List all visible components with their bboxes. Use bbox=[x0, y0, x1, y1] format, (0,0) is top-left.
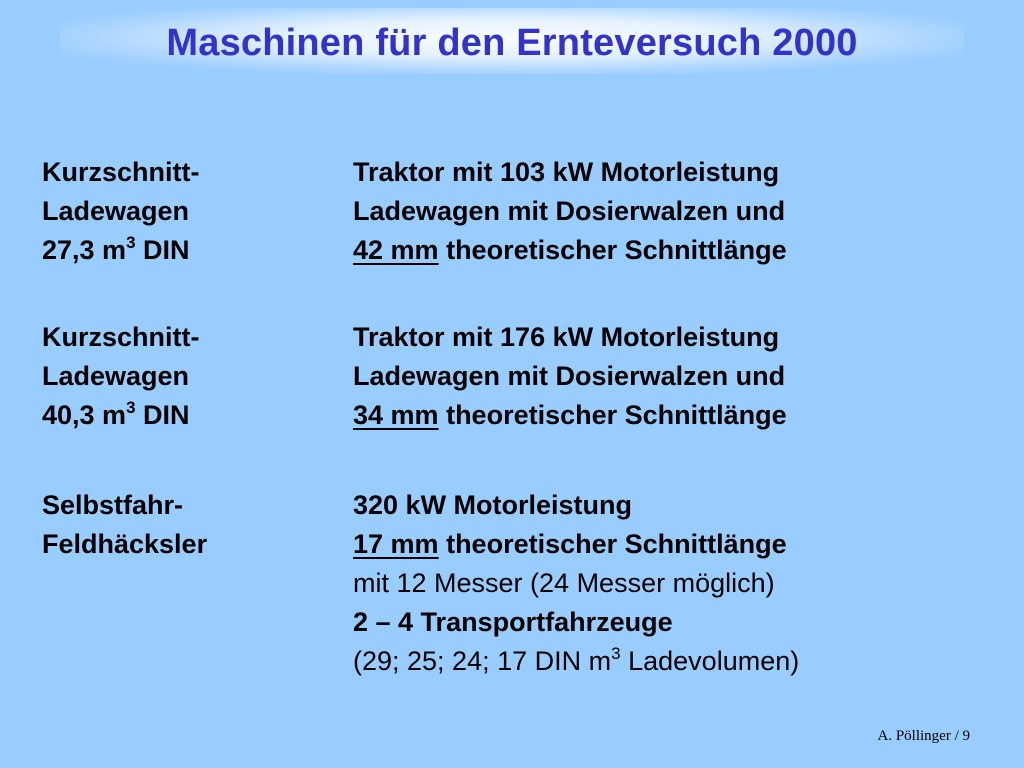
machine-volume bbox=[42, 231, 342, 270]
tractor-line: Traktor mit 176 kW Motorleistung bbox=[353, 322, 780, 352]
machine-type-line-2: Ladewagen bbox=[42, 196, 190, 226]
machine-label bbox=[42, 153, 342, 270]
slide-footer: A. Pöllinger / 9 bbox=[877, 728, 970, 744]
machine-volume bbox=[42, 396, 342, 435]
machine-description bbox=[353, 153, 973, 270]
machine-description bbox=[353, 318, 973, 435]
wagon-line: Ladewagen mit Dosierwalzen und bbox=[353, 196, 786, 226]
cut-length-text: theoretischer Schnittlänge bbox=[446, 235, 787, 265]
cut-length-text: theoretischer Schnittlänge bbox=[446, 400, 787, 430]
machine-label bbox=[42, 318, 342, 435]
machine-type-line-1: Kurzschnitt- bbox=[42, 322, 200, 352]
machine-type-line-2: Ladewagen bbox=[42, 361, 190, 391]
load-volume-exponent: 3 bbox=[611, 644, 621, 663]
machine-type-line-1: Kurzschnitt- bbox=[42, 157, 200, 187]
machine-description bbox=[353, 486, 973, 681]
power-line: 320 kW Motorleistung bbox=[353, 490, 633, 520]
knives-line: mit 12 Messer (24 Messer möglich) bbox=[353, 568, 775, 598]
cut-length-value: 17 mm bbox=[353, 529, 439, 559]
load-volume-line bbox=[353, 642, 973, 681]
cut-length-text: theoretischer Schnittlänge bbox=[446, 529, 787, 559]
volume-unit: DIN bbox=[143, 235, 190, 265]
machine-type-line-2: Feldhäcksler bbox=[42, 529, 208, 559]
cut-length-value: 34 mm bbox=[353, 400, 439, 430]
tractor-line: Traktor mit 103 kW Motorleistung bbox=[353, 157, 780, 187]
load-volume-values: (29; 25; 24; 17 DIN m bbox=[353, 646, 612, 676]
cut-length-value: 42 mm bbox=[353, 235, 439, 265]
wagon-line: Ladewagen mit Dosierwalzen und bbox=[353, 361, 786, 391]
volume-unit: DIN bbox=[143, 400, 190, 430]
machine-label bbox=[42, 486, 342, 564]
transport-line: 2 – 4 Transportfahrzeuge bbox=[353, 607, 673, 637]
machine-type-line-1: Selbstfahr- bbox=[42, 490, 184, 520]
volume-value: 40,3 m bbox=[42, 400, 127, 430]
load-volume-label: Ladevolumen) bbox=[628, 646, 800, 676]
volume-exponent: 3 bbox=[126, 398, 136, 417]
cut-length-line bbox=[353, 396, 973, 435]
volume-exponent: 3 bbox=[126, 233, 136, 252]
cut-length-line bbox=[353, 525, 973, 564]
volume-value: 27,3 m bbox=[42, 235, 127, 265]
title-area bbox=[60, 8, 964, 74]
slide-title: Maschinen für den Ernteversuch 2000 bbox=[166, 22, 858, 64]
cut-length-line bbox=[353, 231, 973, 270]
